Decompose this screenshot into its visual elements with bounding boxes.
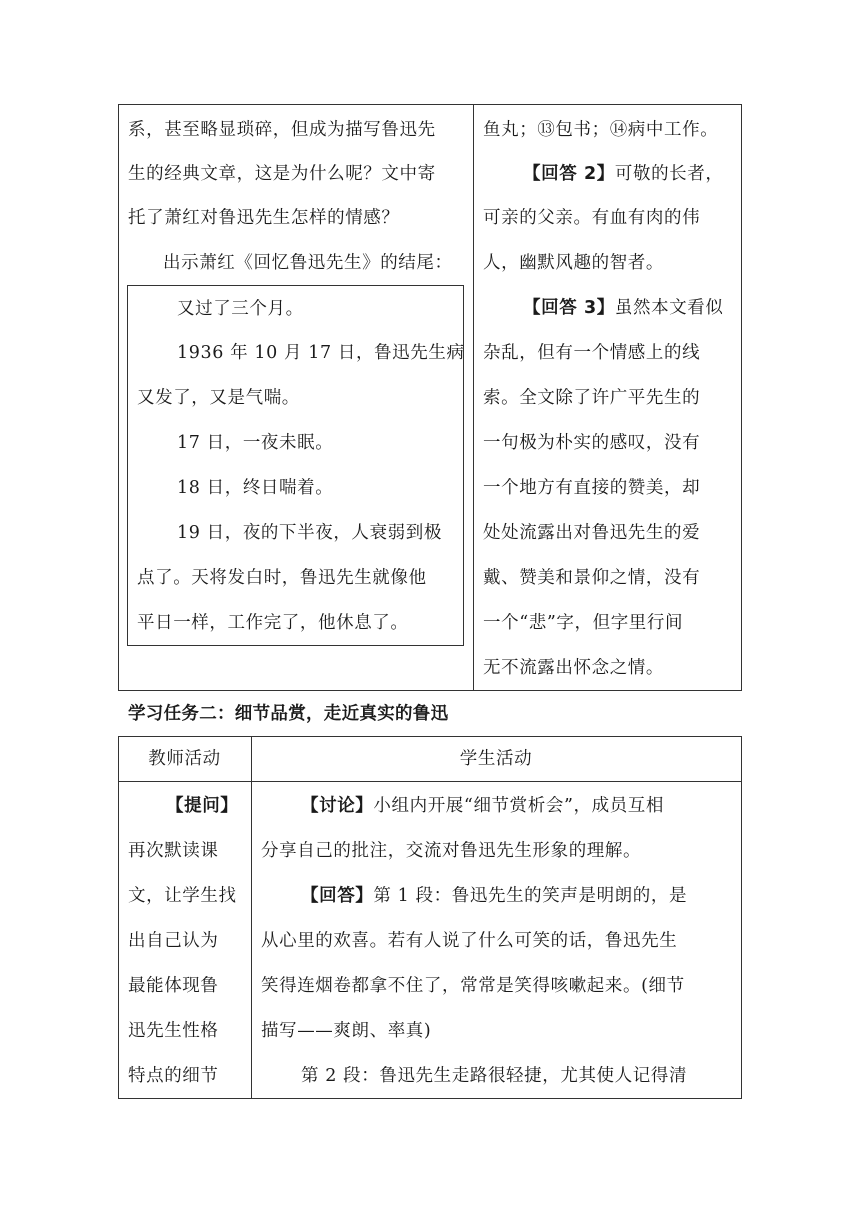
student-text-line: 笑得连烟卷都拿不住了，常常是笑得咳嗽起来。(细节 bbox=[261, 976, 685, 996]
answer2-line bbox=[523, 163, 723, 185]
table2-top-border bbox=[118, 736, 741, 737]
right-text-line: 处处流露出对鲁迅先生的爱 bbox=[483, 523, 701, 543]
quote-line: 又发了，又是气喘。 bbox=[137, 388, 300, 408]
right-text-line: 戴、赞美和景仰之情，没有 bbox=[483, 568, 701, 588]
table1-right-border bbox=[741, 104, 742, 691]
answer-label: 【回答】 bbox=[301, 886, 374, 906]
quote-line: 18 日，终日喘着。 bbox=[177, 478, 334, 498]
teacher-text-line: 出自己认为 bbox=[128, 931, 219, 951]
answer-text: 第 1 段：鲁迅先生的笑声是明朗的，是 bbox=[373, 886, 688, 906]
table1-left-border bbox=[118, 104, 119, 691]
right-text-line: 一个“悲”字，但字里行间 bbox=[483, 613, 684, 633]
table1-top-border bbox=[118, 104, 741, 105]
section-title: 学习任务二：细节品赏，走近真实的鲁迅 bbox=[128, 704, 449, 724]
left-text-line: 托了萧红对鲁迅先生怎样的情感？ bbox=[128, 208, 400, 228]
quote-line: 点了。天将发白时，鲁迅先生就像他 bbox=[137, 568, 427, 588]
table1-bottom-border bbox=[118, 690, 741, 691]
left-text-line: 出示萧红《回忆鲁迅先生》的结尾： bbox=[163, 253, 453, 273]
teacher-text-line: 特点的细节 bbox=[128, 1066, 219, 1086]
table2-left-border bbox=[118, 736, 119, 1099]
quote-line: 17 日，一夜未眠。 bbox=[177, 433, 334, 453]
table2-header-divider bbox=[118, 781, 741, 782]
answer-line bbox=[301, 885, 687, 907]
right-text-line: 无不流露出怀念之情。 bbox=[483, 658, 664, 678]
right-text-line: 鱼丸；⑬包书；⑭病中工作。 bbox=[483, 120, 719, 140]
discuss-label: 【讨论】 bbox=[301, 796, 374, 816]
quote-line: 平日一样，工作完了，他休息了。 bbox=[137, 613, 409, 633]
quote-line: 19 日，夜的下半夜，人衰弱到极 bbox=[177, 523, 442, 543]
answer3-label: 【回答 3】 bbox=[523, 298, 615, 318]
discuss-line bbox=[301, 795, 664, 817]
right-text-line: 可亲的父亲。有血有肉的伟 bbox=[483, 208, 701, 228]
answer2-text: 可敬的长者， bbox=[614, 164, 724, 184]
right-text-line: 杂乱，但有一个情感上的线 bbox=[483, 343, 701, 363]
header-student-activity: 学生活动 bbox=[459, 749, 533, 769]
table1-column-divider bbox=[473, 104, 474, 691]
student-text-line: 第 2 段：鲁迅先生走路很轻捷，尤其使人记得清 bbox=[301, 1066, 688, 1086]
left-text-line: 生的经典文章，这是为什么呢？文中寄 bbox=[128, 164, 436, 184]
quote-line: 1936 年 10 月 17 日，鲁迅先生病 bbox=[177, 343, 465, 363]
teacher-text-line: 再次默读课 bbox=[128, 841, 219, 861]
left-text-line: 系，甚至略显琐碎，但成为描写鲁迅先 bbox=[128, 120, 436, 140]
right-text-line: 一个地方有直接的赞美，却 bbox=[483, 478, 701, 498]
discuss-text: 小组内开展“细节赏析会”，成员互相 bbox=[373, 796, 664, 816]
table2-bottom-border bbox=[118, 1098, 741, 1099]
table2-column-divider bbox=[251, 736, 252, 1099]
right-text-line: 索。全文除了许广平先生的 bbox=[483, 388, 701, 408]
student-text-line: 描写——爽朗、率真) bbox=[261, 1021, 432, 1041]
quote-line: 又过了三个月。 bbox=[177, 299, 304, 319]
table2-right-border bbox=[741, 736, 742, 1099]
student-text-line: 从心里的欢喜。若有人说了什么可笑的话，鲁迅先生 bbox=[261, 931, 678, 951]
answer2-label: 【回答 2】 bbox=[523, 164, 615, 184]
student-text-line: 分享自己的批注，交流对鲁迅先生形象的理解。 bbox=[261, 841, 642, 861]
teacher-text-line: 最能体现鲁 bbox=[128, 976, 219, 996]
quote-box bbox=[127, 285, 464, 646]
teacher-question-label: 【提问】 bbox=[166, 796, 239, 816]
answer3-line bbox=[523, 297, 723, 319]
teacher-text-line: 文，让学生找 bbox=[128, 886, 237, 906]
header-teacher-activity: 教师活动 bbox=[148, 749, 221, 769]
teacher-text-line: 迅先生性格 bbox=[128, 1021, 219, 1041]
right-text-line: 一句极为朴实的感叹，没有 bbox=[483, 433, 701, 453]
right-text-line: 人，幽默风趣的智者。 bbox=[483, 253, 664, 273]
answer3-text: 虽然本文看似 bbox=[614, 298, 724, 318]
